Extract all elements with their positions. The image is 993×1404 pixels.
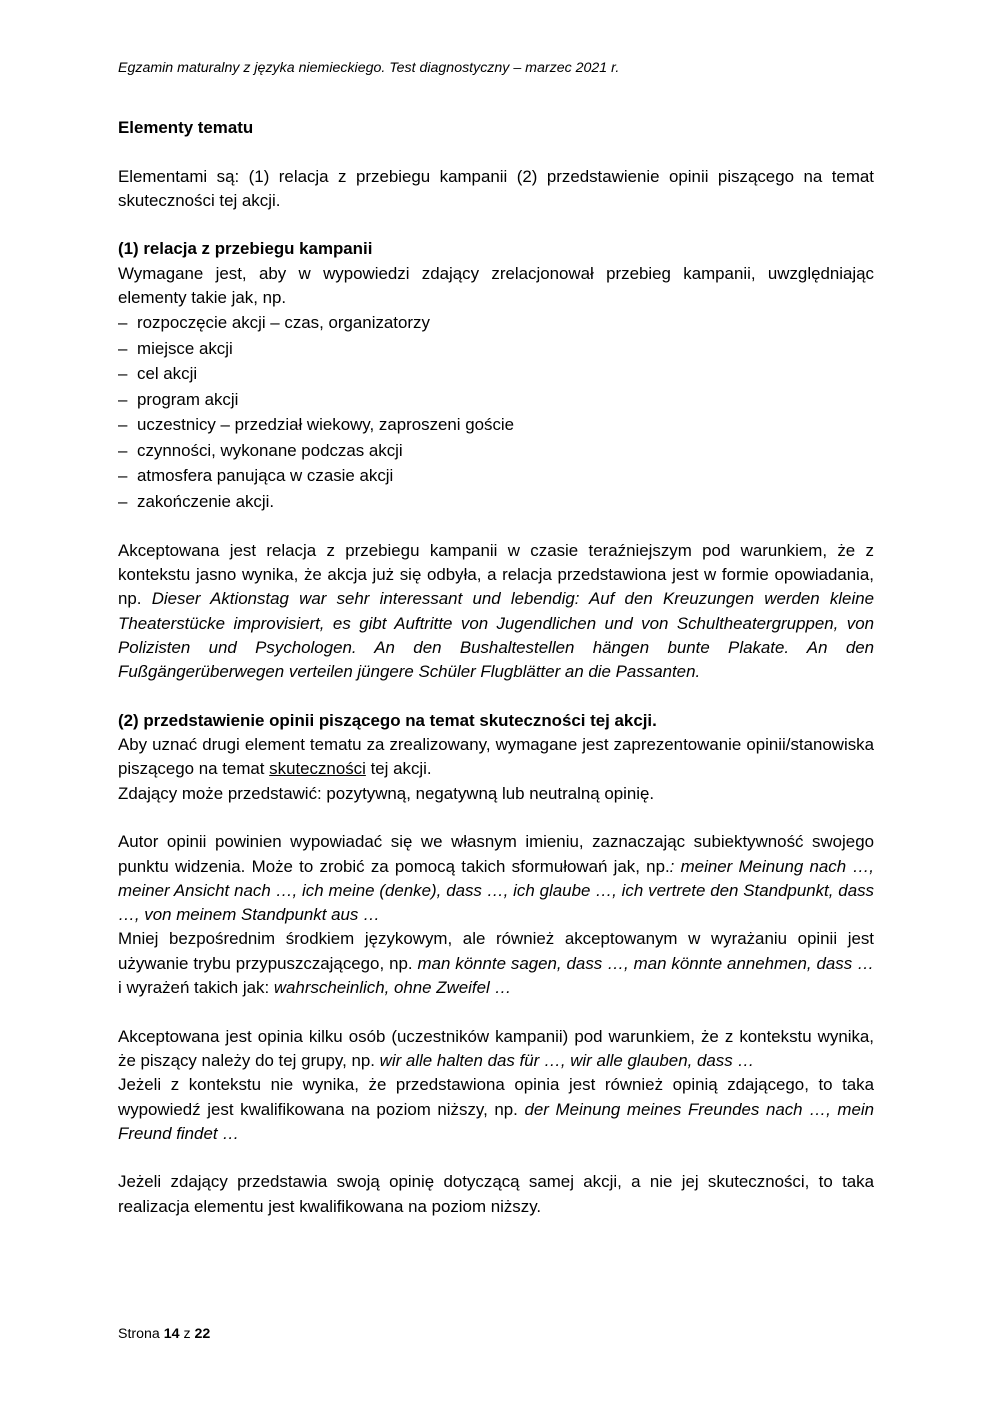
german-example: wahrscheinlich, ohne Zweifel … [273,978,512,998]
part2-paragraph-4: Mniej bezpośrednim środkiem językowym, ale również akceptowanym w wyrażaniu opinii jest używanie trybu przypuszczającego, np. man könnte sagen, dass …, man könnte annehmen, dass … i wyrażeń takich jak: wahrscheinlich, ohne Zweifel … [118,929,874,998]
part2-paragraph-2: Zdający może przedstawić: pozytywną, negatywną lub neutralną opinię. [118,783,655,803]
page-header: Egzamin maturalny z języka niemieckiego. Test diagnostyczny – marzec 2021 r. [118,60,620,76]
underlined-keyword: skuteczności [269,759,366,779]
part2-paragraph-1: Aby uznać drugi element tematu za zrealizowany, wymagane jest zaprezentowanie opinii/stanowiska piszącego na temat skuteczności tej akcji. [118,735,874,779]
part2-paragraph-6: Jeżeli z kontekstu nie wynika, że przedstawiona opinia jest również opinią zdającego, to taka wypowiedź jest kwalifikowana na poziom niższy, np. der Meinung meines Freundes nach …, mein Freund findet … [118,1075,874,1143]
part2-paragraph-5: Akceptowana jest opinia kilku osób (uczestników kampanii) pod warunkiem, że z kontekstu wynika, że piszący należy do tej grupy, np. wir alle halten das für …, wir alle glauben, dass … [118,1026,874,1070]
german-example: wir alle halten das für …, wir alle glauben, dass … [379,1050,755,1070]
german-example: der Meinung meines Freundes nach …, mein Freund findet … [118,1099,874,1143]
list-item: – zakończenie akcji. [118,491,275,511]
intro-paragraph: Elementami są: (1) relacja z przebiegu kampanii (2) przedstawienie opinii piszącego na temat skuteczności tej akcji. [118,166,874,210]
part1-accept-paragraph: Akceptowana jest relacja z przebiegu kampanii w czasie teraźniejszym pod warunkiem, że z kontekstu jasno wynika, że akcja już się odbyła, a relacja przedstawiona jest w formie opowiadania, np. Dieser Aktionstag war sehr interessant und lebendig: Auf den Kreuzungen werden kleine Theaterstücke improvisiert, es gibt Auftritte von Jugendlichen und von Schultheatergruppen, von Polizisten und Psychologen. An den Bushaltestellen hängen bunte Plakate. An den Fußgängerüberwegen verteilen jüngere Schüler Flugblätter an die Passanten. [118,540,874,682]
part1-requirement: Wymagane jest, aby w wypowiedzi zdający zrelacjonował przebieg kampanii, uwzględniając elementy takie jak, np. [118,263,874,308]
page-total: 22 [194,1326,211,1342]
part1-title: (1) relacja z przebiegu kampanii [118,239,373,259]
list-item: – atmosfera panująca w czasie akcji [118,466,394,486]
page-footer: Strona 14 z 22 [118,1326,211,1342]
list-item: – rozpoczęcie akcji – czas, organizatorzy [118,313,430,333]
page-content [118,116,874,1219]
german-example: : meiner Meinung nach …, meiner Ansicht nach …, ich meine (denke), dass …, ich glaube …, ich vertrete den Standpunkt, dass …, von meinem Standpunkt aus … [118,856,874,925]
list-item: – program akcji [118,389,239,409]
part2-title: (2) przedstawienie opinii piszącego na temat skuteczności tej akcji. [118,710,657,730]
page-number: 14 [163,1326,180,1342]
part2-paragraph-3: Autor opinii powinien wypowiadać się we własnym imieniu, zaznaczając subiektywność swojego punktu widzenia. Może to zrobić za pomocą takich sformułowań jak, np.: meiner Meinung nach …, meiner Ansicht nach …, ich meine (denke), dass …, ich glaube …, ich vertrete den Standpunkt, dass …, von meinem Standpunkt aus … [118,832,874,925]
part1-list [118,310,874,514]
german-example: man könnte sagen, dass …, man könnte annehmen, dass … [417,953,874,973]
part2-paragraph-7: Jeżeli zdający przedstawia swoją opinię dotyczącą samej akcji, a nie jej skuteczności, to taka realizacja elementu jest kwalifikowana na poziom niższy. [118,1172,874,1216]
list-item: – uczestnicy – przedział wiekowy, zaproszeni goście [118,415,515,435]
list-item: – czynności, wykonane podczas akcji [118,440,403,460]
list-item: – miejsce akcji [118,338,233,358]
german-example: Dieser Aktionstag war sehr interessant und lebendig: Auf den Kreuzungen werden kleine Theaterstücke improvisiert, es gibt Auftritte von Jugendlichen und von Schultheatergruppen, von Polizisten und Psychologen. An den Bushaltestellen hängen bunte Plakate. An den Fußgängerüberwegen verteilen jüngere Schüler Flugblätter an die Passanten. [118,589,874,682]
section-title: Elementy tematu [118,118,254,137]
list-item: – cel akcji [118,364,198,384]
